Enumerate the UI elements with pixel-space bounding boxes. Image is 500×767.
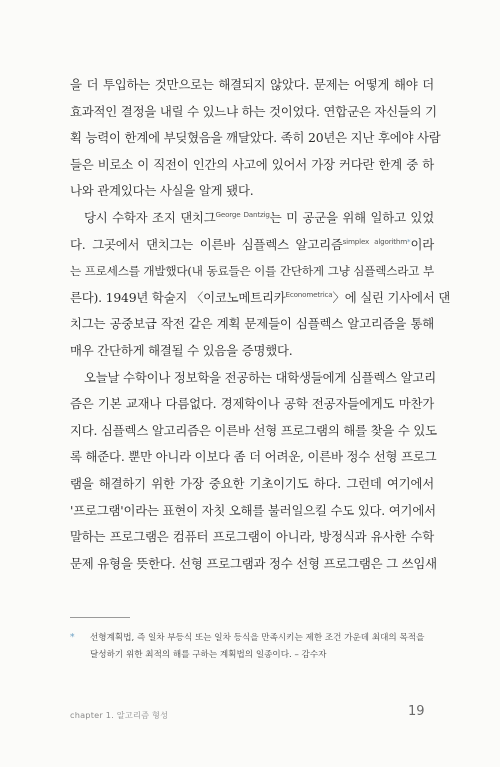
text-line: 획 능력이 한계에 부딪혔음을 깨달았다. 족히 20년은 지난 후에야 사람 <box>70 130 441 146</box>
text-line: 램을 해결하기 위한 가장 중요한 기초이기도 하다. 그런데 여기에서 <box>70 475 434 491</box>
text-line: 을 더 투입하는 것만으로는 해결되지 않았다. 문제는 어떻게 해야 더 <box>70 77 434 92</box>
text-line: 치그는 공중보급 작전 같은 계획 문제들이 심플렉스 알고리즘을 통해 <box>70 316 434 332</box>
footnote-line: 선형계획법, 즉 일차 부등식 또는 일차 등식을 만족시키는 제한 조건 가운데 최대의 목적을 <box>90 633 425 643</box>
text-line: 말하는 프로그램은 컴퓨터 프로그램이 아니라, 방정식과 유사한 수학 <box>70 529 434 545</box>
foreign-term-annotation: simplex algorithm <box>342 236 408 246</box>
text-line: 나와 관계있다는 사실을 알게 됐다. <box>70 183 254 199</box>
text-line: 매우 간단하게 해결될 수 있음을 증명했다. <box>70 342 293 358</box>
text-line: 문제 유형을 뜻한다. 선형 프로그램과 정수 선형 프로그램은 그 쓰임새 <box>70 555 437 571</box>
text-line: 록 해준다. 뿐만 아니라 이보다 좀 더 어려운, 이른바 정수 선형 프로그 <box>70 449 437 465</box>
text-line: 지다. 심플렉스 알고리즘은 이른바 선형 프로그램의 해를 찾을 수 있도 <box>70 422 437 438</box>
footnote-mark: * <box>70 633 75 643</box>
footnote-line: 달성하기 위한 최적의 해를 구하는 계획법의 일종이다. – 감수자 <box>90 650 327 660</box>
footnote-reference: * <box>407 236 411 246</box>
text-line: 다. 그곳에서 댄치그는 이른바 심플렉스 알고리즘$^{simplex algorithm*}$이라 <box>70 236 434 252</box>
text-line: 효과적인 결정을 내릴 수 있느냐 하는 것이었다. 연합군은 자신들의 기 <box>70 103 437 119</box>
text-line: 당시 수학자 조지 댄치그$^{George Dantzig}$는 미 공군을 위해 일하고 있었 <box>84 209 434 225</box>
text-line: 는 프로세스를 개발했다(내 동료들은 이를 간단하게 그냥 심플렉스라고 부 <box>70 264 434 279</box>
footnote-divider <box>70 617 130 618</box>
text-line: 들은 비로소 이 직전이 인간의 사고에 있어서 가장 커다란 한계 중 하 <box>70 156 434 172</box>
text-line: 른다). 1949년 학술지 〈이코노메트리카$^{Econometrica}$〉에 실린 기사에서 댄 <box>70 289 451 305</box>
text-line: 오늘날 수학이나 정보학을 전공하는 대학생들에게 심플렉스 알고리 <box>84 369 436 385</box>
footnote <box>70 630 434 664</box>
journal-name-annotation: Econometrica <box>285 289 333 299</box>
running-footer-chapter: chapter 1. 알고리즘 형성 <box>70 710 169 720</box>
foreign-name-annotation: George Dantzig <box>215 209 270 219</box>
page-number: 19 <box>408 704 425 719</box>
text-line: '프로그램'이라는 표현이 자칫 오해를 불러일으킬 수도 있다. 여기에서 <box>70 502 436 518</box>
body-text <box>70 72 451 577</box>
text-line: 즘은 기본 교재나 다름없다. 경제학이나 공학 전공자들에게도 마찬가 <box>70 396 434 412</box>
